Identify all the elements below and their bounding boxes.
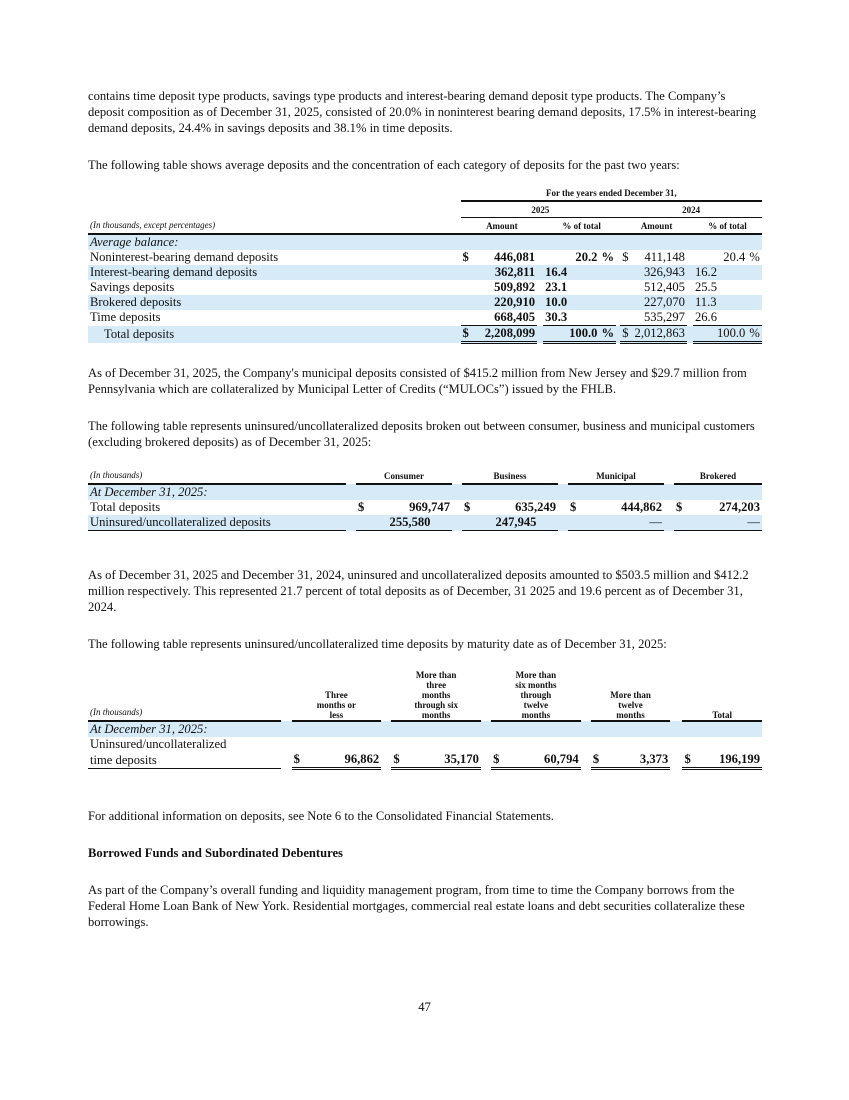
paragraph-uninsured-summary: As of December 31, 2025 and December 31, 2024, uninsured and uncollateralized deposits amounted to $503.5 million and $412.2 million respectively. This represented 21.7 percent of total deposits as of December, 31 2025 and 19.6 percent as of December 31, 2024. [88, 568, 749, 614]
pct-2024-header: % of total [693, 218, 762, 235]
table-row-total: Total deposits $ 2,208,099 100.0 % $ 2,012,863 100.0 % [88, 326, 762, 343]
paragraph-borrowed-funds: As part of the Company’s overall funding and liquidity management program, from time to time the Company borrows from the Federal Home Loan Bank of New York. Residential mortgages, commercial real estate loans and debt securities collateralize these borrowings. [88, 883, 745, 929]
business-header: Business [462, 468, 558, 484]
average-deposits-table [88, 185, 762, 344]
paragraph-table-intro-1: The following table shows average deposits and the concentration of each category of deposits for the past two years: [88, 158, 680, 172]
table-row: Time deposits 668,405 30.3 535,297 26.6 [88, 310, 762, 326]
document-page [88, 88, 762, 930]
year-2025-header: 2025 [461, 201, 621, 218]
unit-label: (In thousands) [88, 468, 346, 484]
three-to-six-months-header: More than three months through six months [391, 670, 481, 721]
section-label: At December 31, 2025: [88, 484, 346, 500]
unit-label: (In thousands, except percentages) [88, 218, 461, 235]
paragraph-table-intro-3: The following table represents uninsured/uncollateralized time deposits by maturity date as of December 31, 2025: [88, 637, 667, 651]
table-row: Brokered deposits 220,910 10.0 227,070 11.3 [88, 295, 762, 310]
unit-label: (In thousands) [88, 670, 281, 721]
paragraph-additional-info: For additional information on deposits, see Note 6 to the Consolidated Financial Statements. [88, 809, 554, 823]
year-2024-header: 2024 [620, 201, 762, 218]
period-header: For the years ended December 31, [461, 185, 762, 201]
section-heading: Borrowed Funds and Subordinated Debentures [88, 846, 343, 860]
pct-2025-header: % of total [543, 218, 620, 235]
consumer-header: Consumer [356, 468, 452, 484]
table-row: Savings deposits 509,892 23.1 512,405 25.5 [90, 280, 717, 294]
paragraph-deposit-composition: contains time deposit type products, savings type products and interest-bearing demand deposit type products. The Company’s deposit composition as of December 31, 2025, consisted of 20.0% in noninterest bearing demand deposits, 17.5% in interest-bearing demand deposits, 24.4% in savings deposits and 38.1% in time deposits. [88, 89, 757, 135]
paragraph-municipal-deposits: As of December 31, 2025, the Company's municipal deposits consisted of $415.2 million from New Jersey and $29.7 million from Pennsylvania which are collateralized by Municipal Letter of Credits (“MULOCs”) issued by the FHLB. [88, 366, 747, 396]
page-number: 47 [418, 1000, 431, 1014]
amount-2025-header: Amount [461, 218, 544, 235]
six-to-twelve-months-header: More than six months through twelve months [491, 670, 581, 721]
amount-2024-header: Amount [620, 218, 693, 235]
total-header: Total [682, 670, 762, 721]
table-row: Noninterest-bearing demand deposits $ 446,081 20.2 % $ 411,148 20.4 % [90, 250, 760, 264]
table-row: Uninsured/uncollateralized [90, 737, 227, 751]
table-row: Total deposits $ 969,747 $ 635,249 $ 444,862 $ 274,203 [90, 500, 760, 514]
paragraph-table-intro-2: The following table represents uninsured/uncollateralized deposits broken out between consumer, business and municipal customers (excluding brokered deposits) as of December 31, 2025: [88, 419, 755, 449]
table-row: Uninsured/uncollateralized deposits 255,580 247,945 — — [90, 515, 760, 529]
brokered-header: Brokered [674, 468, 762, 484]
table-row: Interest-bearing demand deposits 362,811 16.4 326,943 16.2 [88, 265, 762, 280]
three-months-header: Three months or less [292, 670, 382, 721]
time-deposits-maturity-table [88, 670, 762, 770]
section-label: At December 31, 2025: [88, 721, 281, 737]
section-label: Average balance: [88, 234, 461, 250]
over-twelve-months-header: More than twelve months [591, 670, 670, 721]
table-row: time deposits $ 96,862 $ 35,170 $ 60,794 $ 3,373 $ 196,199 [90, 752, 760, 767]
municipal-header: Municipal [568, 468, 664, 484]
uninsured-deposits-table [88, 468, 762, 531]
